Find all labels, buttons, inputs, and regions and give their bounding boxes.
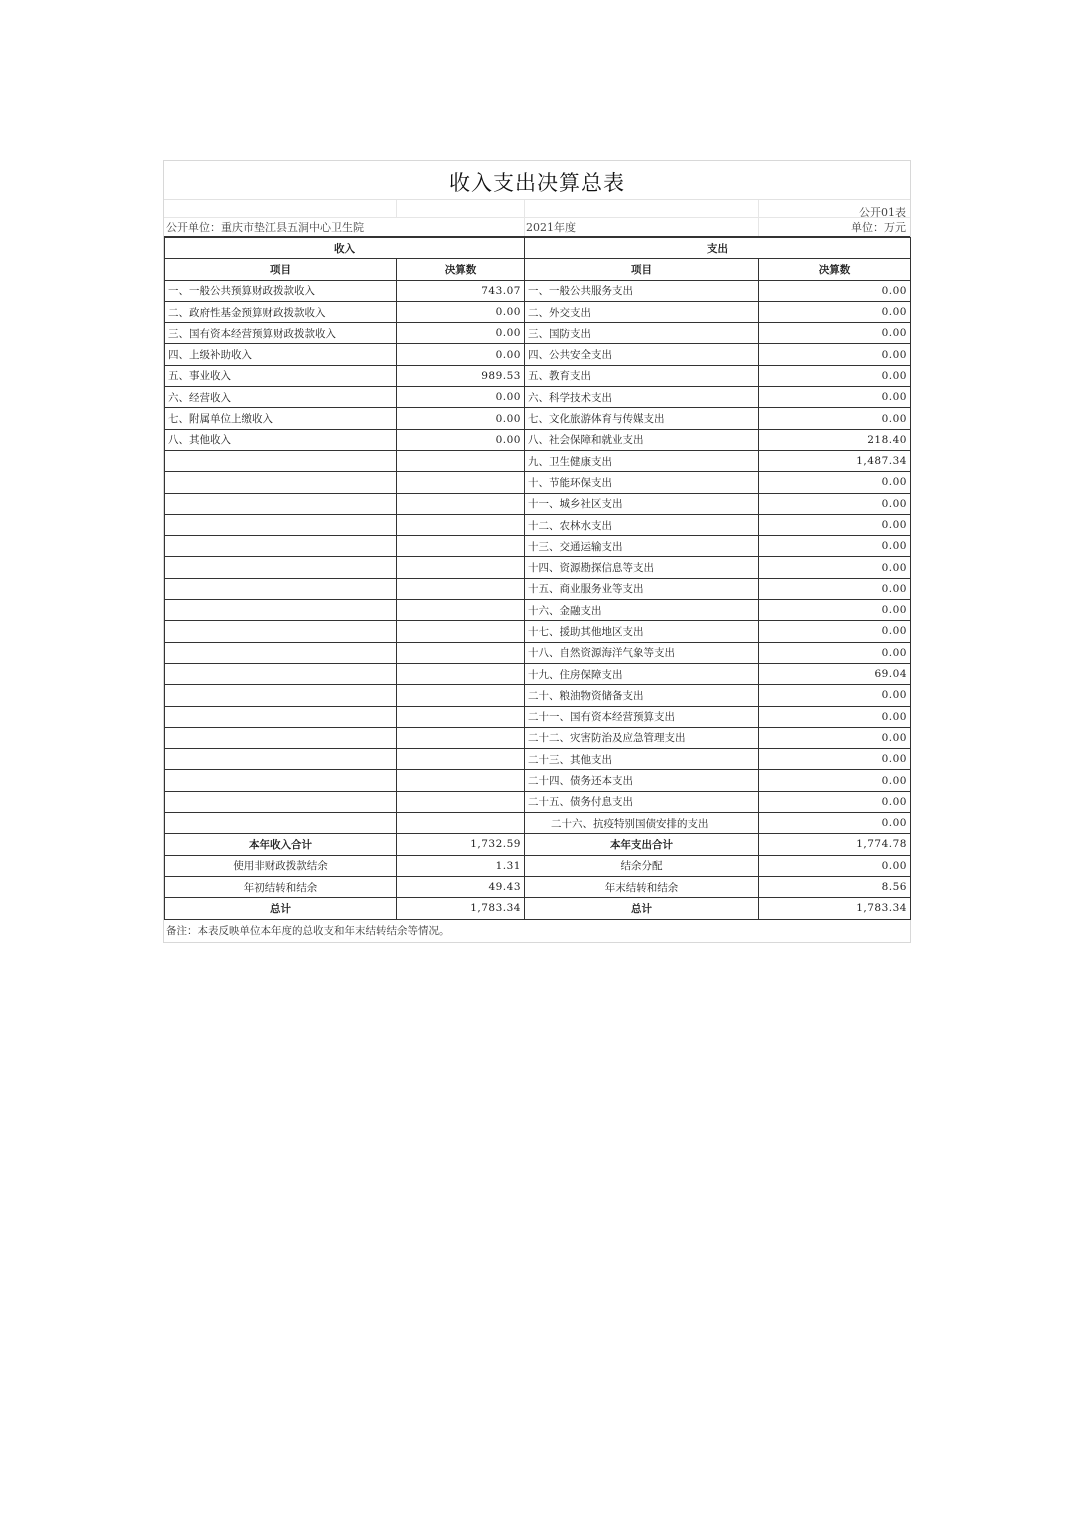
expense-amount-cell: 1,487.34 — [759, 450, 911, 471]
expense-item-cell: 二十四、债务还本支出 — [525, 770, 759, 791]
expense-amount-cell: 0.00 — [759, 301, 911, 322]
table-row — [165, 387, 911, 408]
income-item-cell: 八、其他收入 — [165, 429, 397, 450]
income-item-cell — [165, 791, 397, 812]
income-amount-cell: 0.00 — [397, 387, 525, 408]
expense-amount-cell: 0.00 — [759, 344, 911, 365]
income-amount-cell — [397, 642, 525, 663]
expense-amount-cell: 0.00 — [759, 642, 911, 663]
income-amount-cell — [397, 536, 525, 557]
expense-item-cell: 十三、交通运输支出 — [525, 536, 759, 557]
reporting-unit: 公开单位：重庆市垫江县五洞中心卫生院 — [166, 221, 364, 234]
income-amount-cell — [397, 791, 525, 812]
expense-item-cell: 八、社会保障和就业支出 — [525, 429, 759, 450]
table-row — [165, 749, 911, 770]
page-title: 收入支出决算总表 — [164, 161, 910, 200]
income-item-cell — [165, 770, 397, 791]
expense-item-cell: 十四、资源勘探信息等支出 — [525, 557, 759, 578]
summary-expense-label: 结余分配 — [525, 855, 759, 876]
expense-item-cell: 十九、住房保障支出 — [525, 663, 759, 684]
summary-expense-label: 本年支出合计 — [525, 834, 759, 855]
income-amount-cell: 0.00 — [397, 344, 525, 365]
summary-row — [165, 898, 911, 919]
expense-amount-cell: 0.00 — [759, 280, 911, 301]
expense-item-cell: 二、外交支出 — [525, 301, 759, 322]
summary-expense-value: 8.56 — [759, 876, 911, 897]
income-amount-cell: 0.00 — [397, 301, 525, 322]
table-row — [165, 621, 911, 642]
summary-income-value: 1,732.59 — [397, 834, 525, 855]
income-item-cell — [165, 450, 397, 471]
expense-item-cell: 二十六、抗疫特别国债安排的支出 — [525, 813, 759, 834]
income-item-cell: 七、附属单位上缴收入 — [165, 408, 397, 429]
expense-amount-cell: 0.00 — [759, 323, 911, 344]
expense-amount-cell: 0.00 — [759, 387, 911, 408]
expense-amount-cell: 0.00 — [759, 472, 911, 493]
income-amount-cell — [397, 557, 525, 578]
income-item-cell: 四、上级补助收入 — [165, 344, 397, 365]
budget-table — [164, 237, 911, 920]
income-item-header: 项目 — [165, 259, 397, 280]
money-unit: 单位：万元 — [851, 221, 906, 234]
expense-amount-cell: 0.00 — [759, 536, 911, 557]
summary-row — [165, 855, 911, 876]
income-item-cell: 六、经营收入 — [165, 387, 397, 408]
summary-income-label: 使用非财政拨款结余 — [165, 855, 397, 876]
table-row — [165, 450, 911, 471]
expense-amount-header: 决算数 — [759, 259, 911, 280]
income-item-cell — [165, 727, 397, 748]
table-row — [165, 493, 911, 514]
income-amount-cell — [397, 749, 525, 770]
summary-income-label: 年初结转和结余 — [165, 876, 397, 897]
table-row — [165, 429, 911, 450]
table-row — [165, 365, 911, 386]
income-amount-cell: 0.00 — [397, 408, 525, 429]
income-amount-cell — [397, 472, 525, 493]
summary-income-value: 49.43 — [397, 876, 525, 897]
table-row — [165, 280, 911, 301]
income-item-cell: 二、政府性基金预算财政拨款收入 — [165, 301, 397, 322]
table-row — [165, 791, 911, 812]
income-amount-cell — [397, 514, 525, 535]
table-note: 备注：本表反映单位本年度的总收支和年末结转结余等情况。 — [166, 924, 450, 937]
expense-item-cell: 六、科学技术支出 — [525, 387, 759, 408]
expense-item-cell: 二十一、国有资本经营预算支出 — [525, 706, 759, 727]
expense-amount-cell: 0.00 — [759, 813, 911, 834]
summary-income-label: 本年收入合计 — [165, 834, 397, 855]
summary-expense-value: 0.00 — [759, 855, 911, 876]
income-amount-cell — [397, 727, 525, 748]
expense-item-cell: 四、公共安全支出 — [525, 344, 759, 365]
income-amount-cell — [397, 685, 525, 706]
income-amount-cell — [397, 621, 525, 642]
expense-amount-cell: 0.00 — [759, 706, 911, 727]
table-row — [165, 301, 911, 322]
expense-item-cell: 二十五、债务付息支出 — [525, 791, 759, 812]
income-item-cell — [165, 600, 397, 621]
income-item-cell — [165, 813, 397, 834]
income-item-cell — [165, 514, 397, 535]
budget-statement-sheet — [163, 160, 911, 943]
income-amount-cell — [397, 578, 525, 599]
income-amount-cell — [397, 493, 525, 514]
expense-amount-cell: 0.00 — [759, 749, 911, 770]
income-amount-cell: 0.00 — [397, 323, 525, 344]
income-amount-cell — [397, 450, 525, 471]
expense-amount-cell: 0.00 — [759, 600, 911, 621]
expense-item-cell: 二十二、灾害防治及应急管理支出 — [525, 727, 759, 748]
income-item-cell — [165, 578, 397, 599]
table-body — [165, 280, 911, 919]
expense-amount-cell: 218.40 — [759, 429, 911, 450]
summary-income-label: 总计 — [165, 898, 397, 919]
table-row — [165, 323, 911, 344]
expense-amount-cell: 0.00 — [759, 621, 911, 642]
expense-amount-cell: 0.00 — [759, 365, 911, 386]
expense-amount-cell: 0.00 — [759, 408, 911, 429]
expense-amount-cell: 0.00 — [759, 727, 911, 748]
income-item-cell: 三、国有资本经营预算财政拨款收入 — [165, 323, 397, 344]
table-row — [165, 770, 911, 791]
income-item-cell — [165, 621, 397, 642]
expense-item-cell: 五、教育支出 — [525, 365, 759, 386]
table-row — [165, 642, 911, 663]
expense-item-cell: 一、一般公共服务支出 — [525, 280, 759, 301]
income-item-cell — [165, 472, 397, 493]
income-amount-cell — [397, 600, 525, 621]
table-row — [165, 578, 911, 599]
income-amount-cell — [397, 813, 525, 834]
expense-section-header: 支出 — [525, 238, 911, 259]
expense-item-cell: 十二、农林水支出 — [525, 514, 759, 535]
table-row — [165, 727, 911, 748]
summary-expense-label: 总计 — [525, 898, 759, 919]
table-row — [165, 557, 911, 578]
table-row — [165, 706, 911, 727]
expense-item-cell: 十五、商业服务业等支出 — [525, 578, 759, 599]
expense-amount-cell: 0.00 — [759, 514, 911, 535]
table-row — [165, 685, 911, 706]
income-item-cell — [165, 536, 397, 557]
income-amount-header: 决算数 — [397, 259, 525, 280]
expense-amount-cell: 69.04 — [759, 663, 911, 684]
expense-item-cell: 十八、自然资源海洋气象等支出 — [525, 642, 759, 663]
income-amount-cell — [397, 663, 525, 684]
summary-expense-label: 年末结转和结余 — [525, 876, 759, 897]
form-number: 公开01表 — [859, 206, 906, 219]
fiscal-year: 2021年度 — [526, 221, 576, 234]
expense-amount-cell: 0.00 — [759, 578, 911, 599]
expense-item-cell: 十、节能环保支出 — [525, 472, 759, 493]
income-amount-cell — [397, 706, 525, 727]
income-item-cell: 一、一般公共预算财政拨款收入 — [165, 280, 397, 301]
income-item-cell — [165, 663, 397, 684]
summary-income-value: 1.31 — [397, 855, 525, 876]
expense-item-cell: 三、国防支出 — [525, 323, 759, 344]
expense-amount-cell: 0.00 — [759, 685, 911, 706]
summary-expense-value: 1,783.34 — [759, 898, 911, 919]
income-section-header: 收入 — [165, 238, 525, 259]
expense-item-cell: 十一、城乡社区支出 — [525, 493, 759, 514]
expense-amount-cell: 0.00 — [759, 791, 911, 812]
income-amount-cell — [397, 770, 525, 791]
table-row — [165, 536, 911, 557]
expense-amount-cell: 0.00 — [759, 557, 911, 578]
expense-item-cell: 九、卫生健康支出 — [525, 450, 759, 471]
expense-item-cell: 二十三、其他支出 — [525, 749, 759, 770]
summary-income-value: 1,783.34 — [397, 898, 525, 919]
income-item-cell — [165, 557, 397, 578]
expense-amount-cell: 0.00 — [759, 493, 911, 514]
income-amount-cell: 989.53 — [397, 365, 525, 386]
table-row — [165, 663, 911, 684]
table-row — [165, 514, 911, 535]
expense-item-cell: 七、文化旅游体育与传媒支出 — [525, 408, 759, 429]
income-item-cell — [165, 749, 397, 770]
expense-item-cell: 二十、粮油物资储备支出 — [525, 685, 759, 706]
income-amount-cell: 0.00 — [397, 429, 525, 450]
income-item-cell: 五、事业收入 — [165, 365, 397, 386]
table-row — [165, 600, 911, 621]
income-amount-cell: 743.07 — [397, 280, 525, 301]
table-row — [165, 408, 911, 429]
income-item-cell — [165, 706, 397, 727]
income-item-cell — [165, 685, 397, 706]
expense-amount-cell: 0.00 — [759, 770, 911, 791]
income-item-cell — [165, 493, 397, 514]
table-row — [165, 344, 911, 365]
table-row — [165, 472, 911, 493]
summary-row — [165, 876, 911, 897]
income-item-cell — [165, 642, 397, 663]
header-meta — [164, 200, 910, 237]
table-row — [165, 813, 911, 834]
expense-item-header: 项目 — [525, 259, 759, 280]
expense-item-cell: 十七、援助其他地区支出 — [525, 621, 759, 642]
summary-row — [165, 834, 911, 855]
expense-item-cell: 十六、金融支出 — [525, 600, 759, 621]
summary-expense-value: 1,774.78 — [759, 834, 911, 855]
